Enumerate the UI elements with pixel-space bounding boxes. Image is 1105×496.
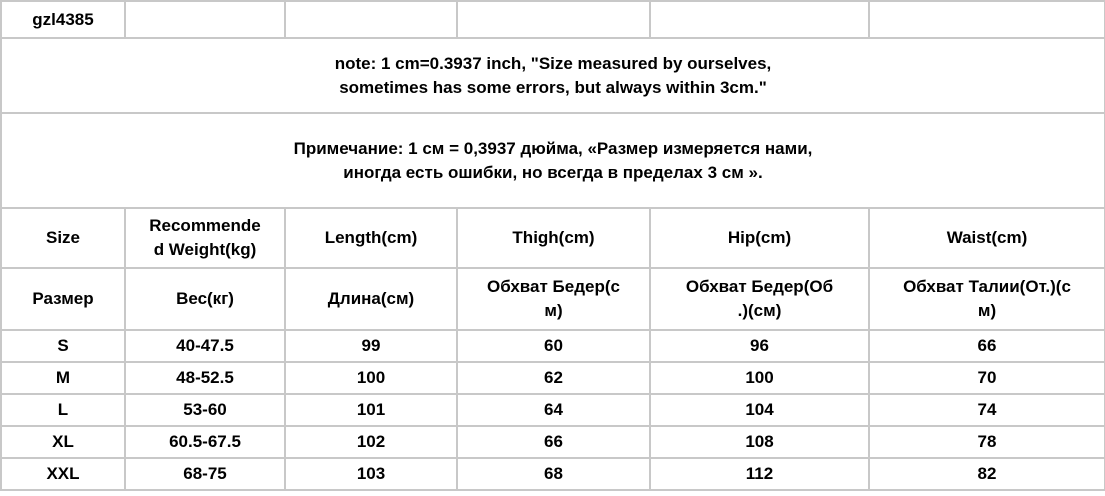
header-row-russian [1, 268, 1105, 330]
cell-hip: 100 [650, 362, 869, 394]
cell-weight: 53-60 [125, 394, 285, 426]
note-english [1, 38, 1105, 113]
header-length-ru: Длина(см) [285, 268, 457, 330]
header-hip-ru-line2: .)(см) [737, 301, 782, 320]
header-row-english [1, 208, 1105, 268]
cell-size: M [1, 362, 125, 394]
cell-length: 101 [285, 394, 457, 426]
cell-size: XL [1, 426, 125, 458]
header-waist: Waist(cm) [869, 208, 1105, 268]
cell-thigh: 62 [457, 362, 650, 394]
header-thigh: Thigh(cm) [457, 208, 650, 268]
header-hip-ru-line1: Обхват Бедер(Об [685, 277, 834, 296]
header-waist-ru-line1: Обхват Талии(От.)(с [903, 277, 1071, 296]
cell-size: XXL [1, 458, 125, 490]
table-row [1, 458, 1105, 490]
table-row [1, 426, 1105, 458]
header-weight [125, 208, 285, 268]
cell-length: 102 [285, 426, 457, 458]
cell-size: S [1, 330, 125, 362]
empty-cell [457, 1, 650, 38]
note-english-line2: sometimes has some errors, but always within 3cm." [339, 77, 767, 97]
product-code: gzl4385 [1, 1, 125, 38]
cell-thigh: 68 [457, 458, 650, 490]
note-english-line1: note: 1 cm=0.3937 inch, "Size measured by ourselves, [334, 53, 772, 73]
header-waist-ru-line2: м) [977, 301, 997, 320]
cell-waist: 78 [869, 426, 1105, 458]
header-waist-ru [869, 268, 1105, 330]
cell-waist: 82 [869, 458, 1105, 490]
empty-cell [125, 1, 285, 38]
header-length: Length(cm) [285, 208, 457, 268]
empty-cell [650, 1, 869, 38]
header-hip-ru [650, 268, 869, 330]
note-russian-line1: Примечание: 1 см = 0,3937 дюйма, «Размер измеряется нами, [293, 138, 813, 158]
cell-waist: 74 [869, 394, 1105, 426]
cell-weight: 68-75 [125, 458, 285, 490]
note-english-row [1, 38, 1105, 113]
empty-cell [285, 1, 457, 38]
header-thigh-ru [457, 268, 650, 330]
header-thigh-ru-line2: м) [544, 301, 563, 320]
header-weight-ru: Вес(кг) [125, 268, 285, 330]
cell-weight: 48-52.5 [125, 362, 285, 394]
product-code-row [1, 1, 1105, 38]
header-weight-line2: d Weight(kg) [153, 240, 257, 259]
note-russian-row [1, 113, 1105, 208]
cell-hip: 108 [650, 426, 869, 458]
cell-length: 100 [285, 362, 457, 394]
cell-waist: 70 [869, 362, 1105, 394]
cell-size: L [1, 394, 125, 426]
cell-thigh: 60 [457, 330, 650, 362]
empty-cell [869, 1, 1105, 38]
cell-length: 103 [285, 458, 457, 490]
cell-weight: 60.5-67.5 [125, 426, 285, 458]
table-row [1, 362, 1105, 394]
header-weight-line1: Recommende [149, 216, 261, 235]
cell-thigh: 66 [457, 426, 650, 458]
header-hip: Hip(cm) [650, 208, 869, 268]
table-row [1, 330, 1105, 362]
header-thigh-ru-line1: Обхват Бедер(с [487, 277, 620, 296]
cell-hip: 96 [650, 330, 869, 362]
cell-thigh: 64 [457, 394, 650, 426]
cell-hip: 104 [650, 394, 869, 426]
cell-hip: 112 [650, 458, 869, 490]
header-size: Size [1, 208, 125, 268]
note-russian-line2: иногда есть ошибки, но всегда в пределах 3 см ». [343, 162, 763, 182]
note-russian [1, 113, 1105, 208]
table-row [1, 394, 1105, 426]
cell-waist: 66 [869, 330, 1105, 362]
cell-weight: 40-47.5 [125, 330, 285, 362]
cell-length: 99 [285, 330, 457, 362]
header-size-ru: Размер [1, 268, 125, 330]
